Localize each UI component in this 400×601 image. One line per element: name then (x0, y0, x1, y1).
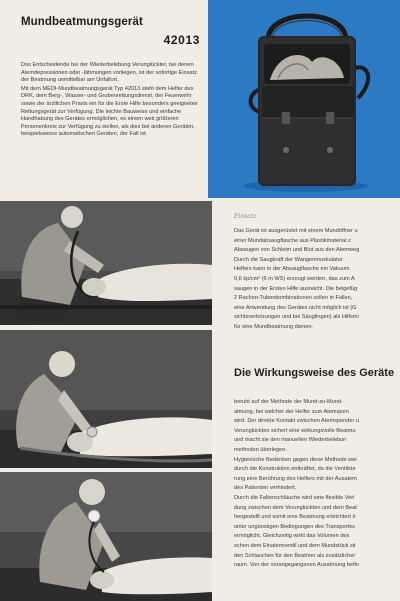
text-line: methoden überlegen. (234, 446, 287, 453)
bag-photo-panel (208, 0, 400, 198)
text-line: ermöglicht. Gleichzeitig wirkt das Volumen des (234, 533, 350, 540)
text-line: den Schlauches für den Beatmer als zusätzlicher (234, 552, 356, 559)
text-line: wird. Der direkte Kontakt zwischen Atemspender u (234, 418, 359, 425)
photo-rescuer-ventilation-frame (0, 330, 212, 468)
text-line: dung zwischen dem Verunglückten und dem Beat (234, 504, 357, 511)
text-line: Das Gerät ist ausgerüstet mit einem Mundöffner u (234, 228, 358, 234)
text-line: und macht sie den manuellen Wiederbelebun (234, 437, 347, 444)
text-line: saugen in der Ersten Hilfe ausreicht. Die beigefüg (234, 285, 358, 292)
photo-rescuer-suction (0, 201, 212, 325)
text-line: Helfers kann in der Absaugflasche ein Vakuum (234, 266, 350, 273)
text-line: sichtsverletzungen und bei Säuglingen) als Hilfsmi (234, 314, 359, 321)
text-line: Durch die Faltenschläuche wird eine flexible Verl (234, 494, 355, 501)
function-paragraph (234, 398, 400, 571)
text-line: für eine Mundbeatmung dienen. (234, 323, 313, 330)
intro-block (0, 0, 208, 198)
photo-rescuer-ventilation (0, 330, 212, 468)
page-title: Mundbeatmungsgerät (21, 16, 143, 28)
section-heading: Die Wirkungsweise des Geräte (234, 367, 395, 379)
text-line: 2 Rachen-Tubenkombinationen sollen in Fällen, (234, 295, 353, 302)
text-line: Durch die Saugkraft der Wangenmuskulatur (234, 256, 343, 263)
text-line: atmung, bei welcher der Helfer zum Atemspen (234, 408, 349, 415)
photo-rescuer-suction-frame (0, 201, 212, 325)
bag-photo (208, 0, 400, 198)
model-number: 42013 (163, 33, 200, 47)
intro-text (21, 62, 201, 140)
text-line: 0,6 kp/cm² (6 m WS) erzeugt werden, das zum A (234, 275, 355, 282)
text-line: hergestellt und somit eine Beatmung erleichtert b (234, 514, 356, 521)
photo-rescuer-mask-frame (0, 472, 212, 601)
intro-paragraph-2: Mit dem MEDI-Mundbeatmungsgerät Typ 42013 steht dem Helfer des DRK, dem Berg-, Wasser- und Grubenrettungsdienst, der Feuerwehr sowie der ärztlichen Praxis ein für die Erste Hilfe besonders geeignetes Rettungsgerät zur Verfügung. Die leichte Bauweise und einfache Handhabung des Gerätes ermöglichen, es einem weit größeren Personenkreis zur Verfügung zu stellen, als dies bei anderen Geräten, beispielsweise automatischen Geräten, der Fall ist. (21, 85, 198, 138)
text-line: durch die Konstruktion entkräftet, da die Ventilste (234, 466, 356, 473)
handwritten-note: Einsatz (234, 213, 257, 220)
text-line: raum. Von der vorangegangenen Ausatmung befin (234, 562, 360, 569)
text-line: eine Anwendung des Gerätes nicht möglich ist (G (234, 304, 357, 311)
equipment-paragraph (234, 227, 400, 333)
photo-rescuer-mask (0, 472, 212, 601)
intro-paragraph-1: Das Entscheidende bei der Wiederbelebung Verunglückter, bei denen Atemdepressionen oder -lähmungen vorliegen, ist der sofortige Einsatz der Beatmung unmittelbar am Unfallort. (21, 62, 197, 84)
text-line: rung eine Berührung des Helfers mit der Ausatem (234, 475, 357, 482)
text-line: Hygienische Bedenken gegen diese Methode wer (234, 456, 358, 463)
text-line: einer Mundabsaugflasche aus Plastikmaterial z (234, 237, 351, 244)
text-line: schen dem Einatemventil und dem Mundstück sit (234, 542, 356, 549)
text-line: unter ungünstigen Bedingungen des Transportes (234, 523, 355, 530)
text-line: des Patienten verhindert. (234, 485, 297, 492)
text-line: beruht auf der Methode der Mund-zu-Mund- (234, 399, 343, 405)
text-line: Absaugen von Schleim und Blut aus den Atemweg (234, 247, 360, 254)
text-line: Verunglückten sichert eine wirkungsvolle Beatmu (234, 427, 356, 434)
